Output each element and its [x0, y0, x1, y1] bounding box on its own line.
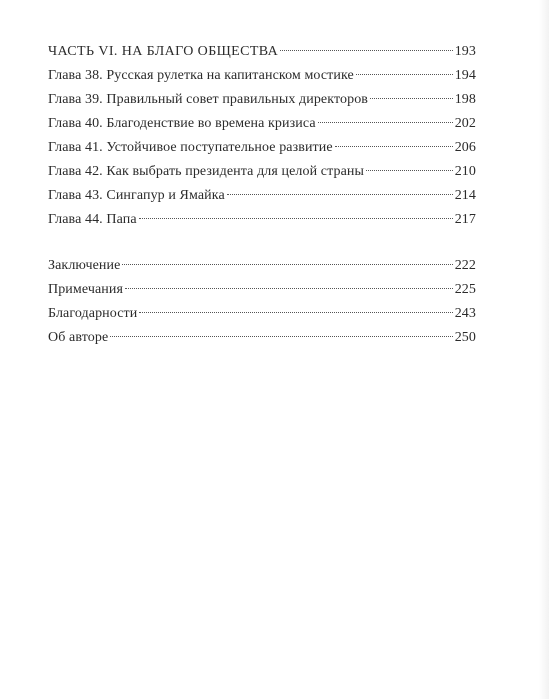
toc-entry-chapter-43 [48, 184, 476, 208]
toc-entry-page: 193 [454, 44, 476, 59]
toc-entry-chapter-44 [48, 208, 476, 232]
toc-entry-page: 222 [454, 258, 476, 273]
toc-entry-title: Глава 42. Как выбрать президента для целой страны [48, 164, 365, 179]
page-edge [539, 0, 549, 699]
toc-entry-page: 225 [454, 282, 476, 297]
toc-entry-page: 194 [454, 68, 476, 83]
toc-entry-page: 202 [454, 116, 476, 131]
toc-entry-page: 214 [454, 188, 476, 203]
toc-entry-title: Глава 41. Устойчивое поступательное развитие [48, 140, 333, 155]
toc-entry-chapter-40 [48, 112, 476, 136]
toc-entry-title: Заключение [48, 258, 121, 273]
toc-entry-title: Глава 39. Правильный совет правильных директоров [48, 92, 369, 107]
toc-entry-page: 206 [454, 140, 476, 155]
toc-entry-page: 243 [454, 306, 476, 321]
toc-entry-title: Глава 44. Папа [48, 212, 137, 227]
toc-entry-title: Глава 38. Русская рулетка на капитанском мостике [48, 68, 354, 83]
toc-entry-page: 250 [454, 330, 476, 345]
section-gap [48, 232, 476, 254]
toc-entry-conclusion [48, 254, 476, 278]
dot-leader [110, 336, 452, 337]
toc-entry-page: 210 [454, 164, 476, 179]
toc-entry-acknowledgements [48, 302, 476, 326]
toc-entry-chapter-41 [48, 136, 476, 160]
dot-leader [335, 146, 453, 147]
dot-leader [280, 50, 453, 51]
toc-entry-chapter-42 [48, 160, 476, 184]
dot-leader [122, 264, 452, 265]
dot-leader [366, 170, 453, 171]
toc-entry-title: Глава 40. Благоденствие во времена кризиса [48, 116, 316, 131]
toc-entry-title: Об авторе [48, 330, 109, 345]
dot-leader [227, 194, 453, 195]
toc-entry-title: ЧАСТЬ VI. НА БЛАГО ОБЩЕСТВА [48, 44, 279, 59]
dot-leader [125, 288, 453, 289]
dot-leader [139, 312, 452, 313]
toc-entry-title: Примечания [48, 282, 124, 297]
toc-entry-part-vi [48, 40, 476, 64]
toc-entry-about-author [48, 326, 476, 350]
toc-entry-page: 198 [454, 92, 476, 107]
dot-leader [356, 74, 453, 75]
toc-entry-page: 217 [454, 212, 476, 227]
toc-entry-title: Глава 43. Сингапур и Ямайка [48, 188, 225, 203]
toc-entry-title: Благодарности [48, 306, 138, 321]
dot-leader [370, 98, 453, 99]
toc-entry-chapter-39 [48, 88, 476, 112]
table-of-contents [48, 40, 476, 350]
toc-entry-chapter-38 [48, 64, 476, 88]
dot-leader [318, 122, 453, 123]
dot-leader [139, 218, 453, 219]
toc-entry-notes [48, 278, 476, 302]
